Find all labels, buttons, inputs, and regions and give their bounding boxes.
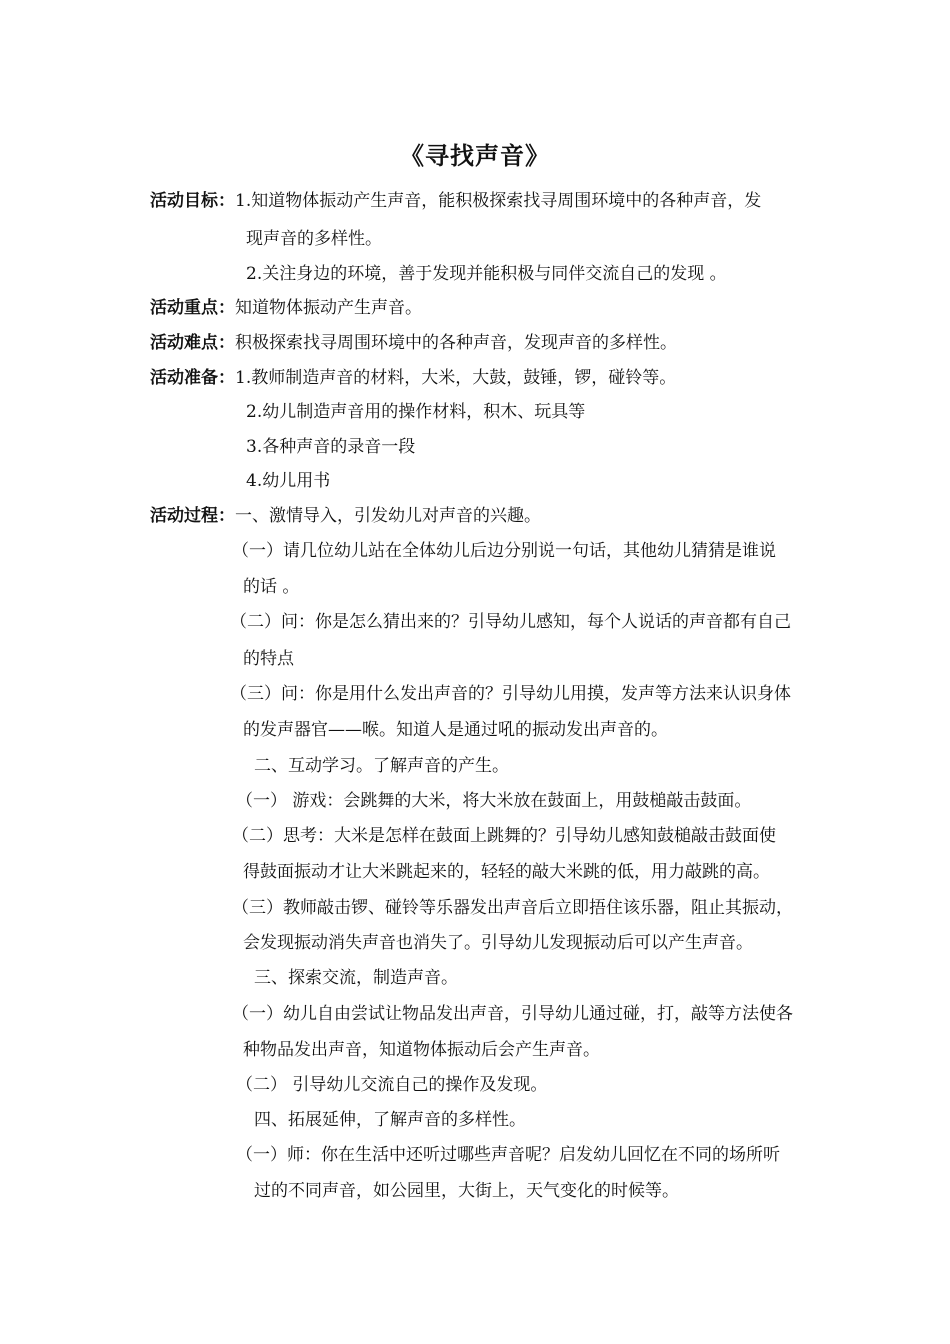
preparation-label: 活动准备： — [150, 368, 235, 388]
process-line: 得鼓面振动才让大米跳起来的，轻轻的敲大米跳的低，用力敲跳的高。 — [243, 862, 770, 882]
goals-item2: 2.关注身边的环境，善于发现并能积极与同伴交流自己的发现 。 — [246, 264, 727, 284]
process-line: 过的不同声音，如公园里，大街上，天气变化的时候等。 — [254, 1181, 679, 1201]
process-line: （一）师：你在生活中还听过哪些声音呢？启发幼儿回忆在不同的场所听 — [236, 1145, 780, 1165]
process-line: 的话 。 — [243, 577, 300, 597]
process-line: （一） 游戏：会跳舞的大米，将大米放在鼓面上，用鼓槌敲击鼓面。 — [236, 791, 752, 811]
preparation-item: 4.幼儿用书 — [246, 471, 331, 491]
preparation-item: 1.教师制造声音的材料，大米，大鼓，鼓锤，锣，碰铃等。 — [235, 368, 677, 388]
preparation-item: 2.幼儿制造声音用的操作材料，积木、玩具等 — [246, 402, 586, 422]
difficulty-text: 积极探索找寻周围环境中的各种声音，发现声音的多样性。 — [235, 333, 677, 353]
process-line: 一、激情导入，引发幼儿对声音的兴趣。 — [235, 506, 541, 526]
goals-label: 活动目标： — [150, 191, 235, 211]
process-line: 会发现振动消失声音也消失了。引导幼儿发现振动后可以产生声音。 — [243, 933, 753, 953]
preparation-item: 3.各种声音的录音一段 — [246, 437, 416, 457]
focus-row — [150, 297, 422, 319]
difficulty-row — [150, 332, 677, 354]
process-line: （二）思考：大米是怎样在鼓面上跳舞的？引导幼儿感知鼓槌敲击鼓面使 — [232, 826, 776, 846]
process-line: 种物品发出声音，知道物体振动后会产生声音。 — [243, 1040, 600, 1060]
process-label: 活动过程： — [150, 506, 235, 526]
process-line: （二）问：你是怎么猜出来的？引导幼儿感知，每个人说话的声音都有自己 — [230, 612, 791, 632]
process-line: 四、拓展延伸，了解声音的多样性。 — [254, 1110, 526, 1130]
process-line: （二） 引导幼儿交流自己的操作及发现。 — [236, 1075, 548, 1095]
goals-item1-line2: 现声音的多样性。 — [246, 229, 382, 249]
process-line: （一）请几位幼儿站在全体幼儿后边分别说一句话，其他幼儿猜猜是谁说 — [232, 541, 776, 561]
process-line: 三、探索交流，制造声音。 — [254, 968, 458, 988]
goals-item1-line1: 1.知道物体振动产生声音，能积极探索找寻周围环境中的各种声音，发 — [235, 191, 762, 211]
process-line: 的发声器官——喉。知道人是通过吼的振动发出声音的。 — [243, 720, 668, 740]
difficulty-label: 活动难点： — [150, 333, 235, 353]
process-line: 二、互动学习。了解声音的产生。 — [254, 756, 509, 776]
process-line: 的特点 — [243, 649, 294, 669]
process-row — [150, 505, 541, 527]
focus-label: 活动重点： — [150, 298, 235, 318]
focus-text: 知道物体振动产生声音。 — [235, 298, 422, 318]
process-line: （一）幼儿自由尝试让物品发出声音，引导幼儿通过碰，打，敲等方法使各 — [232, 1004, 793, 1024]
preparation-row — [150, 367, 676, 389]
goals-row — [150, 190, 761, 212]
process-line: （三）问：你是用什么发出声音的？引导幼儿用摸，发声等方法来认识身体 — [230, 684, 791, 704]
document-title: 《寻找声音》 — [400, 142, 550, 170]
process-line: （三）教师敲击锣、碰铃等乐器发出声音后立即捂住该乐器，阻止其振动， — [232, 898, 793, 918]
